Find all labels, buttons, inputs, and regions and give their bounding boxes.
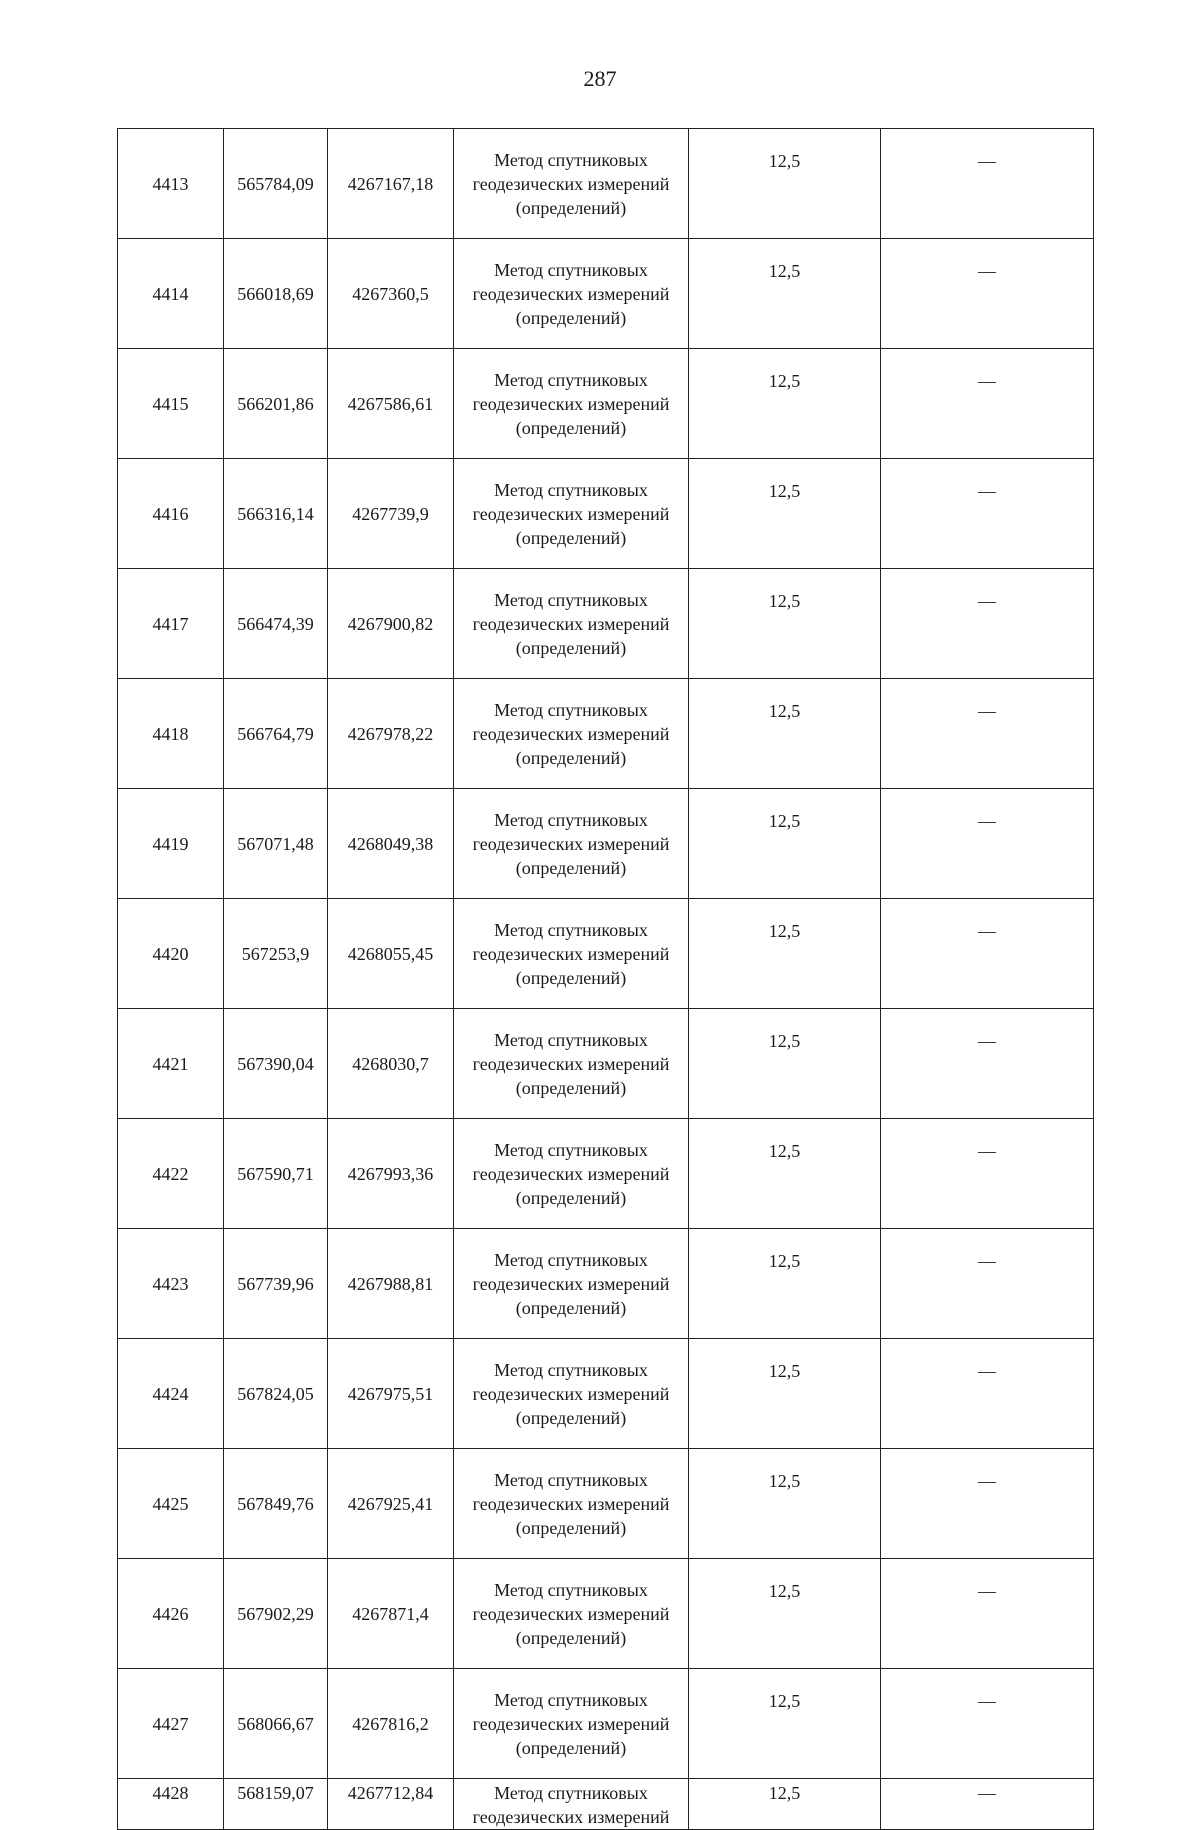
method-line: геодезических измерений <box>472 1273 670 1294</box>
y-coordinate-cell: 4268030,7 <box>328 1009 454 1119</box>
method-cell <box>454 679 689 789</box>
x-coordinate-cell: 567590,71 <box>224 1119 328 1229</box>
method-line: (определений) <box>515 197 627 218</box>
point-number-cell: 4421 <box>118 1009 224 1119</box>
method-line: (определений) <box>515 637 627 658</box>
point-number-cell: 4422 <box>118 1119 224 1229</box>
y-coordinate-cell: 4267586,61 <box>328 349 454 459</box>
method-line: (определений) <box>515 1517 627 1538</box>
accuracy-cell: 12,5 <box>689 459 881 569</box>
method-line: Метод спутниковых <box>494 369 648 390</box>
accuracy-cell: 12,5 <box>689 129 881 239</box>
x-coordinate-cell: 567390,04 <box>224 1009 328 1119</box>
method-cell <box>454 1779 689 1830</box>
method-line: геодезических измерений <box>472 173 670 194</box>
method-line: Метод спутниковых <box>494 699 648 720</box>
y-coordinate-cell: 4267988,81 <box>328 1229 454 1339</box>
table-row <box>118 789 1094 899</box>
x-coordinate-cell: 566764,79 <box>224 679 328 789</box>
table-row <box>118 1669 1094 1779</box>
method-line: геодезических измерений <box>472 1807 670 1827</box>
y-coordinate-cell: 4267978,22 <box>328 679 454 789</box>
point-number-cell: 4415 <box>118 349 224 459</box>
method-line: Метод спутниковых <box>494 1139 648 1160</box>
table-row <box>118 679 1094 789</box>
table-row <box>118 1339 1094 1449</box>
y-coordinate-cell: 4267871,4 <box>328 1559 454 1669</box>
note-cell: — <box>881 1779 1094 1830</box>
method-line: Метод спутниковых <box>494 479 648 500</box>
x-coordinate-cell: 565784,09 <box>224 129 328 239</box>
table-row <box>118 1449 1094 1559</box>
accuracy-cell: 12,5 <box>689 789 881 899</box>
note-cell: — <box>881 789 1094 899</box>
accuracy-cell: 12,5 <box>689 1559 881 1669</box>
method-cell <box>454 129 689 239</box>
point-number-cell: 4425 <box>118 1449 224 1559</box>
coordinates-table <box>117 128 1094 1830</box>
point-number-cell: 4424 <box>118 1339 224 1449</box>
method-line: (определений) <box>515 1737 627 1758</box>
table-row <box>118 349 1094 459</box>
x-coordinate-cell: 568159,07 <box>224 1779 328 1830</box>
note-cell: — <box>881 1009 1094 1119</box>
method-line: геодезических измерений <box>472 723 670 744</box>
method-line: (определений) <box>515 527 627 548</box>
x-coordinate-cell: 566018,69 <box>224 239 328 349</box>
point-number-cell: 4419 <box>118 789 224 899</box>
method-line: Метод спутниковых <box>494 1689 648 1710</box>
point-number-cell: 4423 <box>118 1229 224 1339</box>
method-line: Метод спутниковых <box>494 589 648 610</box>
x-coordinate-cell: 567071,48 <box>224 789 328 899</box>
y-coordinate-cell: 4267739,9 <box>328 459 454 569</box>
point-number-cell: 4420 <box>118 899 224 1009</box>
method-line: (определений) <box>515 1627 627 1648</box>
table-row <box>118 239 1094 349</box>
point-number-cell: 4418 <box>118 679 224 789</box>
method-line: (определений) <box>515 1187 627 1208</box>
x-coordinate-cell: 568066,67 <box>224 1669 328 1779</box>
note-cell: — <box>881 679 1094 789</box>
method-line: Метод спутниковых <box>494 1579 648 1600</box>
note-cell: — <box>881 1449 1094 1559</box>
point-number-cell: 4413 <box>118 129 224 239</box>
accuracy-cell: 12,5 <box>689 1229 881 1339</box>
method-cell <box>454 789 689 899</box>
method-cell <box>454 1229 689 1339</box>
method-line: Метод спутниковых <box>494 809 648 830</box>
point-number-cell: 4417 <box>118 569 224 679</box>
y-coordinate-cell: 4268055,45 <box>328 899 454 1009</box>
table-row <box>118 899 1094 1009</box>
table-body <box>118 129 1094 1830</box>
method-line: Метод спутниковых <box>494 149 648 170</box>
method-line: геодезических измерений <box>472 833 670 854</box>
accuracy-cell: 12,5 <box>689 1779 881 1830</box>
point-number-cell: 4427 <box>118 1669 224 1779</box>
method-line: геодезических измерений <box>472 1493 670 1514</box>
note-cell: — <box>881 569 1094 679</box>
method-line: геодезических измерений <box>472 393 670 414</box>
method-line: (определений) <box>515 1297 627 1318</box>
page-number: 287 <box>583 66 617 91</box>
y-coordinate-cell: 4267816,2 <box>328 1669 454 1779</box>
table-row <box>118 129 1094 239</box>
x-coordinate-cell: 566474,39 <box>224 569 328 679</box>
method-line: геодезических измерений <box>472 1603 670 1624</box>
table-row <box>118 459 1094 569</box>
y-coordinate-cell: 4268049,38 <box>328 789 454 899</box>
table-row <box>118 1009 1094 1119</box>
accuracy-cell: 12,5 <box>689 1339 881 1449</box>
method-cell <box>454 1559 689 1669</box>
method-line: геодезических измерений <box>472 283 670 304</box>
method-line: геодезических измерений <box>472 943 670 964</box>
point-number-cell: 4414 <box>118 239 224 349</box>
method-cell <box>454 1669 689 1779</box>
point-number-cell: 4428 <box>118 1779 224 1830</box>
method-line: Метод спутниковых <box>494 259 648 280</box>
method-line: (определений) <box>515 1077 627 1098</box>
method-cell <box>454 569 689 679</box>
note-cell: — <box>881 1559 1094 1669</box>
method-cell <box>454 1339 689 1449</box>
accuracy-cell: 12,5 <box>689 349 881 459</box>
method-line: (определений) <box>515 1407 627 1428</box>
method-line: геодезических измерений <box>472 1053 670 1074</box>
note-cell: — <box>881 1229 1094 1339</box>
method-line: (определений) <box>515 307 627 328</box>
y-coordinate-cell: 4267167,18 <box>328 129 454 239</box>
method-line: геодезических измерений <box>472 1713 670 1734</box>
method-cell <box>454 1449 689 1559</box>
note-cell: — <box>881 1119 1094 1229</box>
method-cell <box>454 899 689 1009</box>
x-coordinate-cell: 566201,86 <box>224 349 328 459</box>
y-coordinate-cell: 4267712,84 <box>328 1779 454 1830</box>
method-cell <box>454 459 689 569</box>
table-row <box>118 1779 1094 1830</box>
accuracy-cell: 12,5 <box>689 899 881 1009</box>
method-line: геодезических измерений <box>472 613 670 634</box>
x-coordinate-cell: 566316,14 <box>224 459 328 569</box>
accuracy-cell: 12,5 <box>689 1449 881 1559</box>
method-line: Метод спутниковых <box>494 1029 648 1050</box>
note-cell: — <box>881 349 1094 459</box>
method-cell <box>454 1119 689 1229</box>
y-coordinate-cell: 4267993,36 <box>328 1119 454 1229</box>
x-coordinate-cell: 567902,29 <box>224 1559 328 1669</box>
method-line: Метод спутниковых <box>494 1359 648 1380</box>
method-cell <box>454 349 689 459</box>
point-number-cell: 4426 <box>118 1559 224 1669</box>
note-cell: — <box>881 459 1094 569</box>
accuracy-cell: 12,5 <box>689 1009 881 1119</box>
note-cell: — <box>881 899 1094 1009</box>
method-line: (определений) <box>515 967 627 988</box>
accuracy-cell: 12,5 <box>689 239 881 349</box>
method-cell <box>454 239 689 349</box>
accuracy-cell: 12,5 <box>689 1669 881 1779</box>
y-coordinate-cell: 4267360,5 <box>328 239 454 349</box>
note-cell: — <box>881 129 1094 239</box>
accuracy-cell: 12,5 <box>689 679 881 789</box>
table-row <box>118 1229 1094 1339</box>
note-cell: — <box>881 1669 1094 1779</box>
x-coordinate-cell: 567739,96 <box>224 1229 328 1339</box>
y-coordinate-cell: 4267900,82 <box>328 569 454 679</box>
note-cell: — <box>881 239 1094 349</box>
y-coordinate-cell: 4267925,41 <box>328 1449 454 1559</box>
method-line: геодезических измерений <box>472 1383 670 1404</box>
method-line: (определений) <box>515 417 627 438</box>
x-coordinate-cell: 567849,76 <box>224 1449 328 1559</box>
accuracy-cell: 12,5 <box>689 1119 881 1229</box>
x-coordinate-cell: 567253,9 <box>224 899 328 1009</box>
method-line: геодезических измерений <box>472 503 670 524</box>
y-coordinate-cell: 4267975,51 <box>328 1339 454 1449</box>
method-line: Метод спутниковых <box>494 919 648 940</box>
table-row <box>118 1559 1094 1669</box>
table-row <box>118 1119 1094 1229</box>
method-line: Метод спутниковых <box>494 1469 648 1490</box>
method-line: Метод спутниковых <box>494 1783 648 1803</box>
note-cell: — <box>881 1339 1094 1449</box>
method-line: геодезических измерений <box>472 1163 670 1184</box>
method-line: Метод спутниковых <box>494 1249 648 1270</box>
x-coordinate-cell: 567824,05 <box>224 1339 328 1449</box>
accuracy-cell: 12,5 <box>689 569 881 679</box>
method-line: (определений) <box>515 857 627 878</box>
point-number-cell: 4416 <box>118 459 224 569</box>
table-row <box>118 569 1094 679</box>
method-cell <box>454 1009 689 1119</box>
method-line: (определений) <box>515 747 627 768</box>
